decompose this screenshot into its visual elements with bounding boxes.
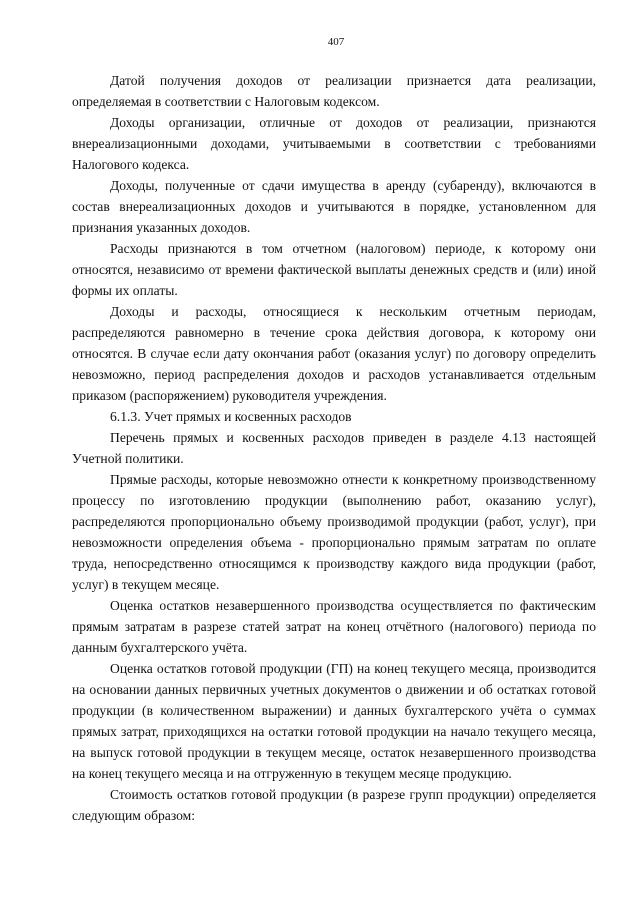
paragraph-rental-income: Доходы, полученные от сдачи имущества в аренду (субаренду), включаются в состав внереализационных доходов и учитываются в порядке, установленном для признания указанных доходов. [72,178,596,235]
page-number: 407 [327,36,345,48]
paragraph-expense-recognition: Расходы признаются в том отчетном (налоговом) периоде, к которому они относятся, независимо от времени фактической выплаты денежных средств и (или) иной формы их оплаты. [72,241,596,298]
paragraph-non-sales-income: Доходы организации, отличные от доходов от реализации, признаются внереализационными доходами, учитываемыми в соответствии с требованиями Налогового кодекса. [72,115,596,172]
paragraph-revenue-recognition-date: Датой получения доходов от реализации признается дата реализации, определяемая в соответствии с Налоговым кодексом. [72,73,596,109]
section-heading-direct-indirect-costs: 6.1.3. Учет прямых и косвенных расходов [110,409,352,424]
paragraph-wip-valuation: Оценка остатков незавершенного производства осуществляется по фактическим прямым затратам в разрезе статей затрат на конец отчётного (налогового) периода по данным бухгалтерского учёта. [72,598,596,655]
paragraph-cost-list-reference: Перечень прямых и косвенных расходов приведен в разделе 4.13 настоящей Учетной политики. [72,430,596,466]
document-body [72,70,596,826]
paragraph-direct-cost-allocation: Прямые расходы, которые невозможно отнести к конкретному производственному процессу по изготовлению продукции (выполнению работ, оказанию услуг), распределяются пропорционально объему производимой продукции (работ, услуг), при невозможности определения объема - пропорционально прямым затратам по оплате труда, непосредственно относящимся к производству каждого вида продукции (работ, услуг) в текущем месяце. [72,472,596,592]
paragraph-finished-goods-cost: Стоимость остатков готовой продукции (в разрезе групп продукции) определяется следующим образом: [72,787,596,823]
paragraph-finished-goods-valuation: Оценка остатков готовой продукции (ГП) на конец текущего месяца, производится на основании данных первичных учетных документов о движении и об остатках готовой продукции (в количественном выражении) и данных бухгалтерского учёта о суммах прямых затрат, приходящихся на остатки готовой продукции на начало текущего месяца, на выпуск готовой продукции в текущем месяце, остаток незавершенного производства на конец текущего месяца и на отгруженную в текущем месяце продукцию. [72,661,596,781]
paragraph-multi-period-allocation: Доходы и расходы, относящиеся к нескольким отчетным периодам, распределяются равномерно в течение срока действия договора, к которому они относятся. В случае если дату окончания работ (оказания услуг) по договору определить невозможно, период распределения доходов и расходов устанавливается отдельным приказом (распоряжением) руководителя учреждения. [72,304,596,403]
